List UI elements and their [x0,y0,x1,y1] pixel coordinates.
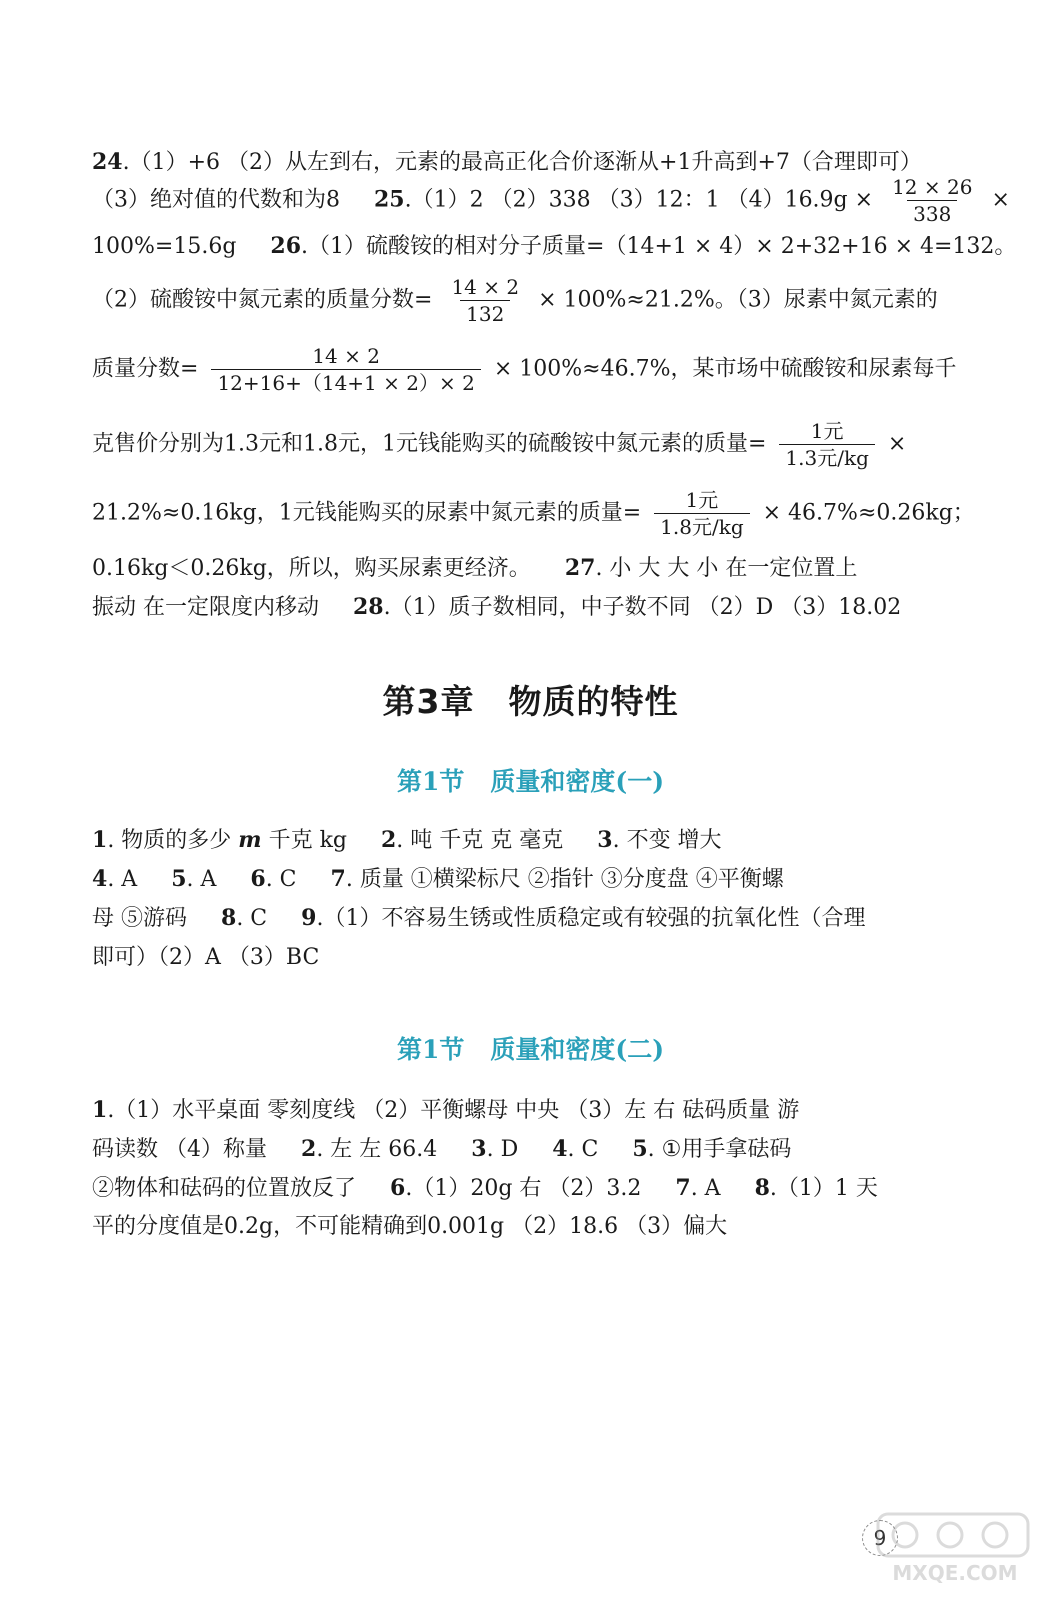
sec1-answer-line-2 [92,864,938,895]
answer-text: （2）硫酸铵中氮元素的质量分数= [92,287,433,313]
answer-text: 21.2%≈0.16kg，1元钱能购买的尿素中氮元素的质量= [92,500,642,526]
answer-text: . 吨 千克 克 毫克 [396,828,564,853]
question-number: 1 [92,827,108,853]
question-number: 6 [390,1175,406,1201]
answer-text: . 物质的多少 [107,828,239,853]
answer-text: 千克 kg [261,828,347,853]
answer-line-26-5 [92,487,975,540]
answer-text: 克售价分别为1.3元和1.8元，1元钱能购买的硫酸铵中氮元素的质量= [92,431,767,457]
answer-text: 振动 在一定限度内移动 [92,595,319,620]
question-number: 25 [374,186,405,213]
answer-text: .（1）硫酸铵的相对分子质量=（14+1 × 4）× 2+32+16 × 4=132。 [301,234,1017,259]
denominator: 1.8元/kg [654,513,749,540]
answer-text: . A [186,867,217,892]
question-number: 4 [92,866,108,892]
answer-text: . 左 左 66.4 [316,1137,438,1162]
answer-text: （3）绝对值的代数和为8 [92,187,340,213]
answer-text: 即可）（2）A （3）BC [92,945,320,970]
fraction [211,343,480,396]
answer-text: . C [265,867,297,892]
answer-text: . 小 大 大 小 在一定位置上 [595,556,858,581]
fraction [445,274,525,327]
answer-line-28 [92,592,938,623]
question-number: 1 [92,1097,108,1123]
answer-line-25 [92,174,1010,227]
question-number: 4 [552,1136,568,1162]
chapter-number: 第3章 [382,682,475,721]
section-heading-1 [0,762,1061,798]
question-number: 2 [380,827,397,853]
question-number: 5 [632,1136,648,1162]
section-number: 第1节 [396,767,465,796]
answer-text: 码读数 （4）称量 [92,1137,267,1162]
answer-text: 质量分数= [92,356,199,382]
fraction [886,174,978,227]
answer-text: .（1）1 天 [769,1176,878,1201]
chapter-name: 物质的特性 [508,682,679,721]
question-number: 8 [221,905,237,931]
answer-text: .（1）水平桌面 零刻度线 （2）平衡螺母 中央 （3）左 右 砝码质量 游 [107,1098,800,1123]
watermark-logo [870,1508,1040,1588]
sec1-answer-line-3 [92,903,938,934]
denominator: 132 [460,300,510,327]
numerator: 1元 [810,419,844,443]
answer-text: . C [236,906,268,931]
answer-text: . 质量 ①横梁标尺 ②指针 ③分度盘 ④平衡螺 [345,867,784,892]
answer-text: × 46.7%≈0.26kg； [762,500,975,526]
fraction [779,418,874,471]
sec2-answer-line-3 [92,1173,938,1204]
answer-text: × 100%≈46.7%，某市场中硫酸铵和尿素每千 [493,356,957,382]
answer-text: 100%=15.6g [92,234,237,259]
question-number: 9 [301,905,317,931]
numerator: 12 × 26 [892,175,973,199]
question-number: 24 [92,149,123,175]
answer-text: . 不变 增大 [612,828,722,853]
answer-line-27 [92,553,938,584]
sec2-answer-line-4 [92,1212,938,1242]
denominator: 338 [907,200,957,227]
numerator: 1元 [685,488,719,512]
question-number: 5 [171,866,187,892]
answer-text: × [887,431,907,457]
answer-text: . D [486,1137,519,1162]
answer-text: × 100%≈21.2%。（3）尿素中氮元素的 [538,287,938,313]
question-number: 28 [353,594,384,620]
sec1-answer-line-4 [92,943,938,973]
symbol-m: m [238,827,262,853]
question-number: 7 [330,866,346,892]
answer-text: . A [690,1176,721,1201]
answer-line-26-3 [92,343,957,396]
fraction [654,487,749,540]
question-number: 27 [564,555,596,581]
answer-text: . A [107,867,138,892]
answer-text: . ①用手拿砝码 [647,1137,792,1162]
denominator: 12+16+（14+1 × 2）× 2 [211,369,480,396]
watermark-text: MXQE.COM [892,1561,1018,1585]
numerator: 14 × 2 [451,275,520,299]
question-number: 26 [270,233,302,259]
answer-text: .（1）质子数相同，中子数不同 （2）D （3）18.02 [383,595,902,620]
question-number: 2 [301,1136,317,1162]
question-number: 3 [597,827,613,853]
answer-text: 平的分度值是0.2g，不可能精确到0.001g （2）18.6 （3）偏大 [92,1214,728,1239]
answer-text: . C [567,1137,599,1162]
answer-text: 0.16kg＜0.26kg，所以，购买尿素更经济。 [92,556,531,581]
sec2-answer-line-1 [92,1095,938,1126]
answer-line-26 [92,231,1017,262]
answer-line-26-2 [92,274,938,327]
sec2-answer-line-2 [92,1134,938,1165]
answer-text: .（1）20g 右 （2）3.2 [405,1176,642,1201]
section-title: 质量和密度(一) [490,767,665,796]
answer-text: ②物体和砝码的位置放反了 [92,1176,357,1201]
answer-text: 母 ⑤游码 [92,906,187,931]
question-number: 3 [471,1136,487,1162]
answer-text: .（1）+6 （2）从左到右，元素的最高正化合价逐渐从+1升高到+7（合理即可） [122,150,922,175]
sec1-answer-line-1 [92,825,938,856]
answer-text: .（1）不容易生锈或性质稳定或有较强的抗氧化性（合理 [316,906,866,931]
section-number: 第1节 [396,1035,465,1064]
section-title: 质量和密度(二) [490,1035,665,1064]
answer-line-26-4 [92,418,938,471]
chapter-title [0,676,1061,723]
question-number: 8 [754,1175,770,1201]
question-number: 6 [250,866,266,892]
page-number: 9 [862,1520,898,1556]
question-number: 7 [675,1175,691,1201]
section-heading-2 [0,1030,1061,1066]
answer-text: × [991,187,1010,213]
denominator: 1.3元/kg [779,444,874,471]
answer-text: .（1）2 （2）338 （3）12：1 （4）16.9g × [404,187,874,213]
numerator: 14 × 2 [312,344,380,368]
